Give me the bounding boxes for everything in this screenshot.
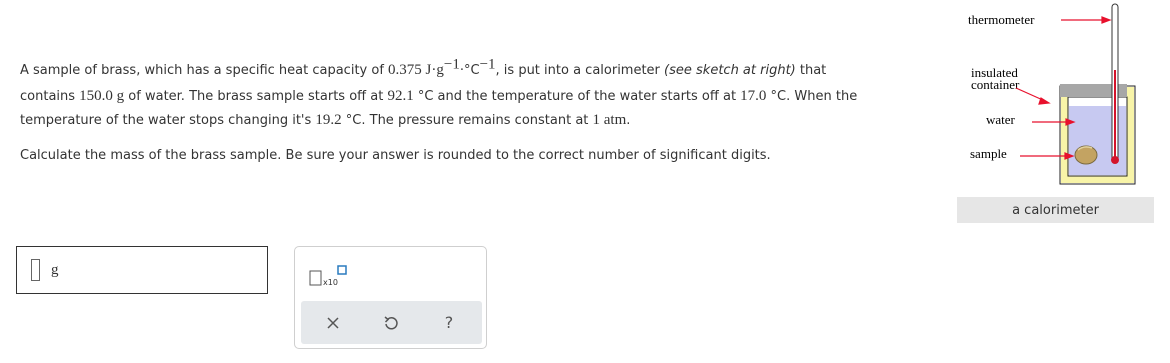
thermometer-label: thermometer: [968, 12, 1035, 27]
question-instruction: Calculate the mass of the brass sample. Be sure your answer is rounded to the correct number of significant digits.: [20, 148, 771, 163]
question-text: temperature of the water stops changing it's: [20, 113, 316, 128]
brass-temp-value: 92.1: [387, 88, 414, 104]
question-text: that: [795, 63, 827, 78]
sketch-reference: (see sketch at right): [664, 63, 796, 78]
specific-heat-exponent-1: −1: [443, 56, 460, 73]
final-temp-value: 19.2: [315, 112, 342, 128]
question-text: of water. The brass sample starts off at: [124, 89, 388, 104]
math-toolbar: [294, 246, 487, 349]
specific-heat-value: 0.375 J·g: [388, 62, 444, 78]
water-label: water: [986, 112, 1015, 127]
question-text: A sample of brass, which has a specific heat capacity of: [20, 63, 389, 78]
diagram-caption: a calorimeter: [957, 197, 1154, 223]
brass-sample: [1075, 146, 1097, 164]
answer-cursor[interactable]: [31, 259, 40, 281]
calorimeter-sketch: [956, 0, 1170, 200]
question-text: , is put into a calorimeter: [495, 63, 665, 78]
question-line-1: [20, 56, 827, 79]
calorimeter-diagram: [956, 0, 1170, 200]
x10-label: x10: [323, 278, 338, 287]
sample-label: sample: [970, 146, 1007, 161]
action-row: [301, 301, 482, 344]
question-text: contains: [20, 89, 80, 104]
question-line-3: [20, 112, 630, 129]
x10-icon: [309, 265, 349, 287]
water-temp-value: 17.0: [740, 88, 767, 104]
scientific-notation-button[interactable]: [309, 265, 349, 287]
undo-icon: [383, 315, 399, 331]
close-icon: [326, 316, 340, 330]
question-text: °C. When the: [766, 89, 858, 104]
answer-unit: g: [51, 262, 59, 278]
question-line-2: [20, 88, 857, 105]
question-text: °C and the temperature of the water starts off at: [413, 89, 741, 104]
question-text: °C. The pressure remains constant at: [341, 113, 593, 128]
question-text: .: [626, 113, 631, 128]
insulated-label-2: container: [971, 77, 1020, 92]
specific-heat-exponent-2: −1: [479, 56, 496, 73]
clear-button[interactable]: [313, 301, 353, 344]
answer-input[interactable]: [16, 246, 268, 294]
help-button[interactable]: ?: [444, 313, 454, 332]
insulated-label-1: insulated: [971, 65, 1018, 80]
water-mass-value: 150.0 g: [79, 88, 125, 104]
undo-button[interactable]: [371, 301, 411, 344]
specific-heat-unit: ·°C: [459, 63, 480, 78]
pressure-value: 1 atm: [592, 112, 627, 128]
